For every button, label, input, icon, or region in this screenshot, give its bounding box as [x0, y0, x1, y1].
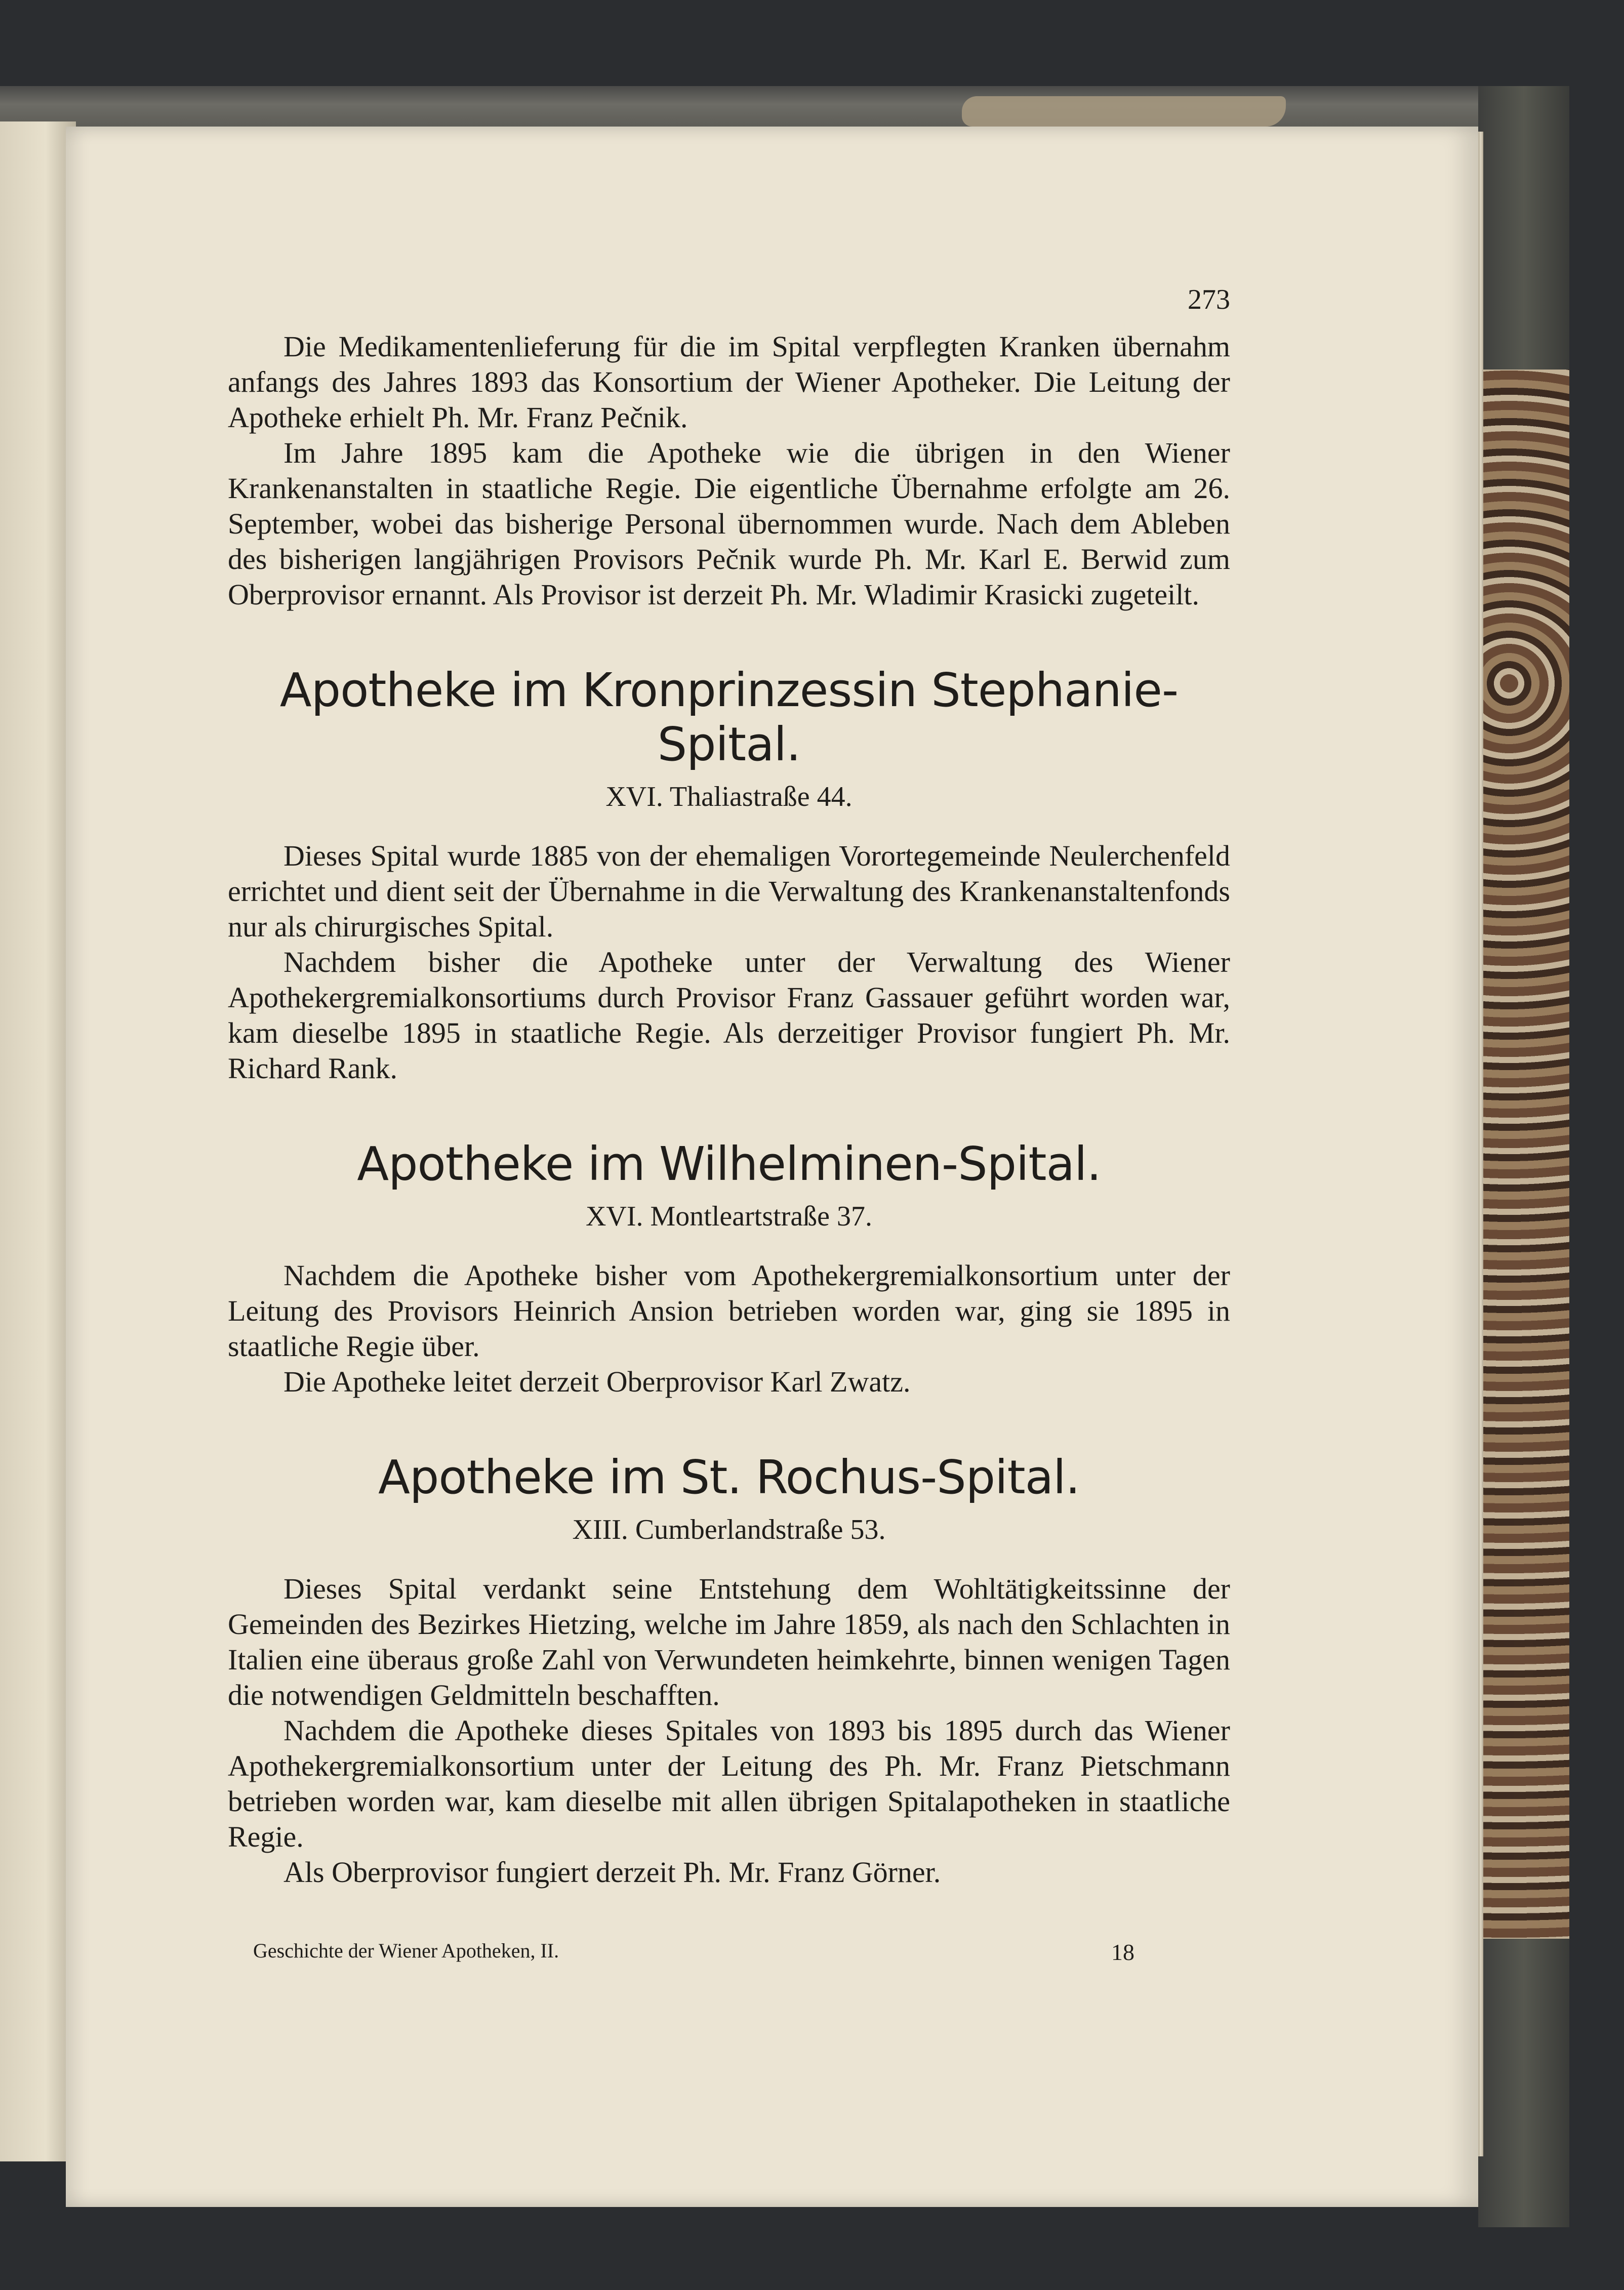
section-address-stephanie: XVI. Thaliastraße 44.: [605, 781, 852, 812]
intro-paragraph-1: Die Medikamentenlieferung für die im Spital verpflegten Kranken übernahm anfangs des Jahres 1893 das Konsortium der Wiener Apotheker. Die Leitung der Apotheke erhielt Ph. Mr. Franz Pečnik.: [228, 330, 1230, 434]
section-title-rochus: Apotheke im St. Rochus-Spital.: [378, 1450, 1080, 1504]
section-address-rochus: XIII. Cumberlandstraße 53.: [572, 1514, 886, 1545]
stephanie-paragraph-2: Nachdem bisher die Apotheke unter der Verwaltung des Wiener Apothekergremialkonsortiums durch Provisor Franz Gassauer geführt worden war, kam dieselbe 1895 in staatliche Regie. Als derzeitiger Provisor fungiert Ph. Mr. Richard Rank.: [228, 946, 1230, 1085]
page-content: [228, 283, 1230, 1890]
section-title-wilhelminen: Apotheke im Wilhelminen-Spital.: [357, 1137, 1101, 1191]
wilhelminen-paragraph-2: Die Apotheke leitet derzeit Oberprovisor Karl Zwatz.: [283, 1365, 911, 1398]
wilhelminen-paragraph-1: Nachdem die Apotheke bisher vom Apothekergremialkonsortium unter der Leitung des Provisors Heinrich Ansion betrieben worden war, ging sie 1895 in staatliche Regie über.: [228, 1259, 1230, 1363]
page-number: 273: [1188, 284, 1230, 315]
marbled-endpaper: [1483, 370, 1569, 1939]
rochus-paragraph-2: Nachdem die Apotheke dieses Spitales von 1893 bis 1895 durch das Wiener Apothekergremialkonsortium unter der Leitung des Ph. Mr. Franz Pietschmann betrieben worden war, kam dieselbe mit allen übrigen Spitalapotheken in staatliche Regie.: [228, 1714, 1230, 1853]
cover-tear: [962, 96, 1286, 127]
rochus-paragraph-1: Dieses Spital verdankt seine Entstehung dem Wohltätigkeitssinne der Gemeinden des Bezirkes Hietzing, welche im Jahre 1859, als nach den Schlachten in Italien eine überaus große Zahl von Verwundeten heimkehrte, binnen wenigen Tagen die notwendigen Geldmitteln beschafften.: [228, 1572, 1230, 1711]
section-address-wilhelminen: XVI. Montleartstraße 37.: [585, 1201, 873, 1232]
intro-paragraph-2: Im Jahre 1895 kam die Apotheke wie die übrigen in den Wiener Krankenanstalten in staatliche Regie. Die eigentliche Übernahme erfolgte am 26. September, wobei das bisherige Personal übernommen wurde. Nach dem Ableben des bisherigen langjährigen Provisors Pečnik wurde Ph. Mr. Karl E. Berwid zum Oberprovisor ernannt. Als Provisor ist derzeit Ph. Mr. Wladimir Krasicki zugeteilt.: [228, 436, 1230, 611]
section-title-stephanie: Apotheke im Kronprinzessin Stephanie-Spital.: [279, 663, 1179, 771]
book-cover-top: [0, 86, 1569, 132]
footer-signature-mark: 18: [1111, 1939, 1134, 1965]
stephanie-paragraph-1: Dieses Spital wurde 1885 von der ehemaligen Vorortegemeinde Neulerchenfeld errichtet und dient seit der Übernahme in die Verwaltung des Krankenanstaltenfonds nur als chirurgisches Spital.: [228, 839, 1230, 943]
left-page-edge: [0, 121, 76, 2161]
footer-book-title: Geschichte der Wiener Apotheken, II.: [253, 1939, 559, 1962]
rochus-paragraph-3: Als Oberprovisor fungiert derzeit Ph. Mr. Franz Görner.: [283, 1856, 941, 1889]
